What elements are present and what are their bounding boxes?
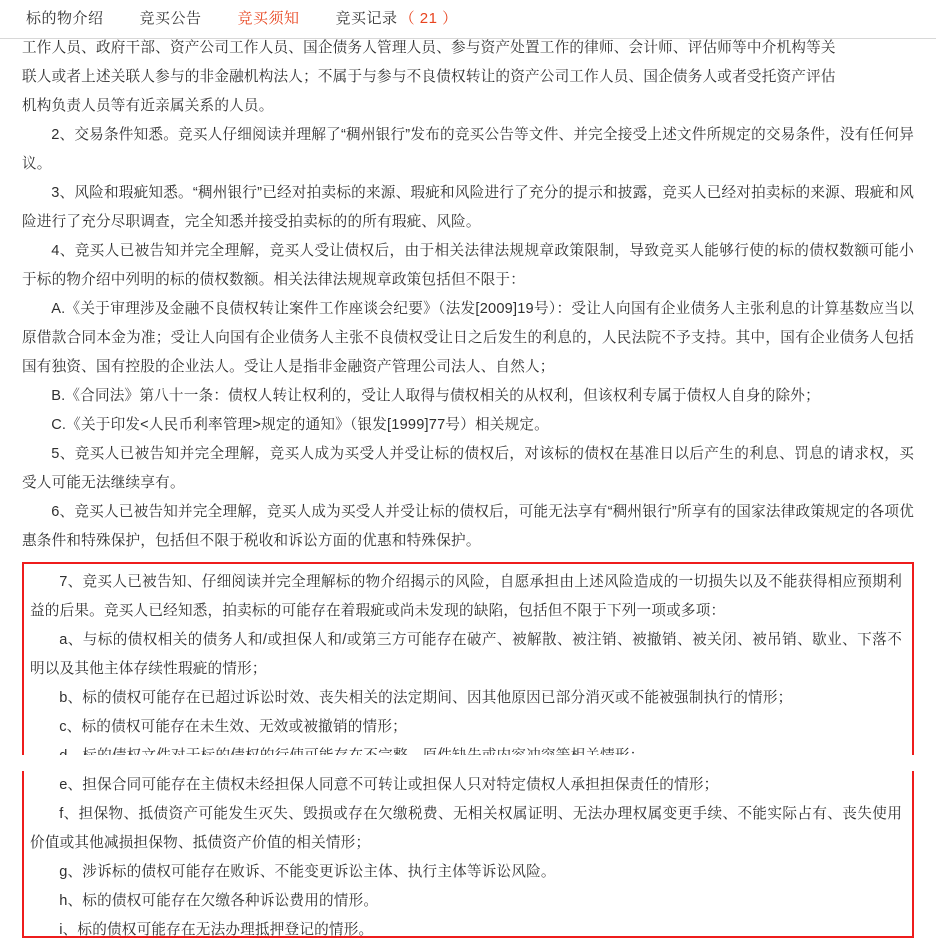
clause-4: 4、竞买人已被告知并完全理解，竞买人受让债权后，由于相关法律法规规章政策限制，导致竞买人能够行使的标的债权数额可能小于标的物介绍中列明的标的债权数额。相关法律法规规章政策包括但不限于： [22,243,914,288]
clause-4-b: B.《合同法》第八十一条：债权人转让权利的，受让人取得与债权相关的从权利，但该权利专属于债权人自身的除外； [51,388,820,404]
clause-5: 5、竞买人已被告知并完全理解，竞买人成为买受人并受让标的债权后，对该标的债权在基准日以后产生的利息、罚息的请求权，买受人可能无法继续享有。 [22,446,914,491]
risk-item-b: b、标的债权可能存在已超过诉讼时效、丧失相关的法定期间、因其他原因已部分消灭或不能被强制执行的情形； [59,690,793,706]
bid-record-count: （ 21 ） [399,10,458,27]
document-body [0,39,936,938]
risk-item-h: h、标的债权可能存在欠缴各种诉讼费用的情形。 [59,893,379,909]
risk-item-g: g、涉诉标的债权可能存在败诉、不能变更诉讼主体、执行主体等诉讼风险。 [59,864,556,880]
tab-label: 竞买记录 [335,10,398,27]
risk-item-i-clipped [30,916,902,938]
clipped-line-2: 联人或者上述关联人参与的非金融机构法人；不属于与参与不良债权转让的资产公司工作人员、国企债务人或者受托资产评估 [22,69,836,85]
risk-item-e: e、担保合同可能存在主债权未经担保人同意不可转让或担保人只对特定债权人承担担保责任的情形； [59,777,719,793]
tab-auction-announcement[interactable] [122,2,220,38]
tab-label: 标的物介绍 [26,10,104,27]
clause-3: 3、风险和瑕疵知悉。“稠州银行”已经对拍卖标的来源、瑕疵和风险进行了充分的提示和披露，竞买人已经对拍卖标的来源、瑕疵和风险进行了充分尽职调查，完全知悉并接受拍卖标的的所有瑕疵、风险。 [22,185,914,230]
tab-label: 竞买公告 [139,10,202,27]
tab-label: 竞买须知 [237,10,300,27]
risk-item-i: i、标的债权可能存在无法办理抵押登记的情形。 [59,922,374,938]
clipped-line-row [22,40,914,63]
clause-2: 2、交易条件知悉。竞买人仔细阅读并理解了“稠州银行”发布的竞买公告等文件、并完全接受上述文件所规定的交易条件，没有任何异议。 [22,127,914,172]
risk-item-c: c、标的债权可能存在未生效、无效或被撤销的情形； [59,719,407,735]
clause-6: 6、竞买人已被告知并完全理解，竞买人成为买受人并受让标的债权后，可能无法享有“稠州银行”所享有的国家法律政策规定的各项优惠条件和特殊保护，包括但不限于税收和诉讼方面的优惠和特殊保护。 [22,504,914,549]
clipped-line-1: 工作人员、政府干部、资产公司工作人员、国企债务人管理人员、参与资产处置工作的律师、会计师、评估师等中介机构等关 [22,40,836,56]
tab-asset-intro[interactable] [8,2,122,38]
risk-item-f: f、担保物、抵债资产可能发生灭失、毁损或存在欠缴税费、无相关权属证明、无法办理权属变更手续、不能实际占有、丧失使用价值或其他减损担保物、抵债资产价值的相关情形； [30,806,902,851]
clause-7-intro: 7、竞买人已被告知、仔细阅读并完全理解标的物介绍揭示的风险，自愿承担由上述风险造成的一切损失以及不能获得相应预期利益的后果。竞买人已经知悉，拍卖标的可能存在着瑕疵或尚未发现的缺陷，包括但不限于下列一项或多项： [30,574,902,619]
page-bottom-mask [0,755,936,771]
risk-highlight-box [22,562,914,938]
risk-item-a: a、与标的债权相关的债务人和/或担保人和/或第三方可能存在破产、被解散、被注销、被撤销、被关闭、被吊销、歇业、下落不明以及其他主体存续性瑕疵的情形； [30,632,902,677]
tab-bid-records[interactable] [318,2,476,38]
tab-bidder-instructions[interactable] [220,2,318,38]
clause-4-a: A.《关于审理涉及金融不良债权转让案件工作座谈会纪要》（法发[2009]19号）：受让人向国有企业债务人主张利息的计算基数应当以原借款合同本金为准；受让人向国有企业债务人主张不良债权受让日之后发生的利息的，人民法院不予支持。其中，国有企业债务人包括国有独资、国有控股的企业法人。受让人是指非金融资产管理公司法人、自然人； [22,301,914,375]
clipped-line-3: 机构负责人员等有近亲属关系的人员。 [22,98,274,114]
clause-4-c: C.《关于印发<人民币利率管理>规定的通知》（银发[1999]77号）相关规定。 [51,417,549,433]
